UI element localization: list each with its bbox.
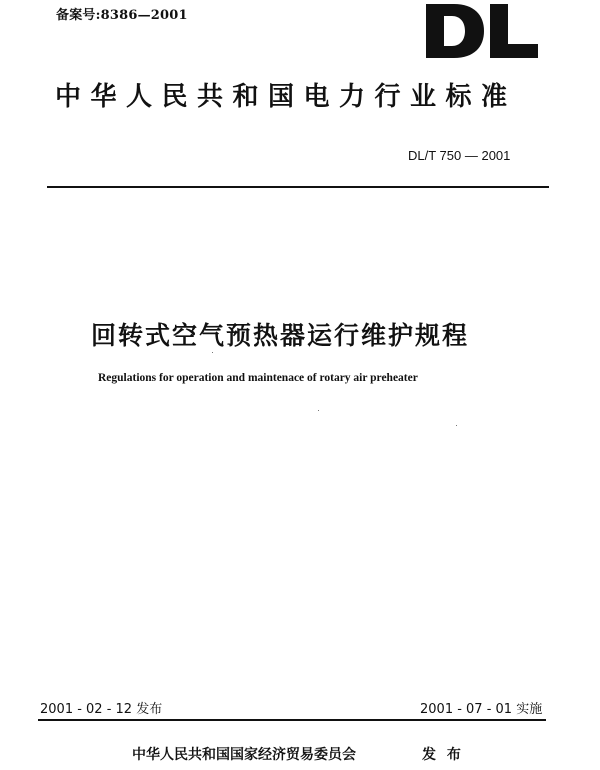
org-title: 中华人民共和国电力行业标准 xyxy=(55,82,517,112)
issue-label: 发 布 xyxy=(422,747,464,763)
dl-logo xyxy=(424,4,540,58)
document-title-en: Regulations for operation and maintenace of rotary air preheater xyxy=(98,372,418,384)
filing-number: 备案号:8386—2001 xyxy=(56,8,188,23)
scan-speck xyxy=(318,410,319,411)
standard-number: DL/T 750 — 2001 xyxy=(408,148,511,163)
scan-speck xyxy=(456,425,457,426)
dl-logo-letter-l xyxy=(490,4,538,58)
document-title-zh: 回转式空气预热器运行维护规程 xyxy=(91,321,470,350)
footer-divider xyxy=(38,719,546,721)
scan-speck xyxy=(212,352,213,353)
implementation-date: 2001 - 07 - 01 实施 xyxy=(420,702,543,717)
header-divider xyxy=(47,186,549,188)
issuing-authority: 中华人民共和国国家经济贸易委员会 xyxy=(132,747,356,763)
dl-logo-letter-d xyxy=(426,4,484,58)
issue-date: 2001 - 02 - 12 发布 xyxy=(40,702,163,717)
